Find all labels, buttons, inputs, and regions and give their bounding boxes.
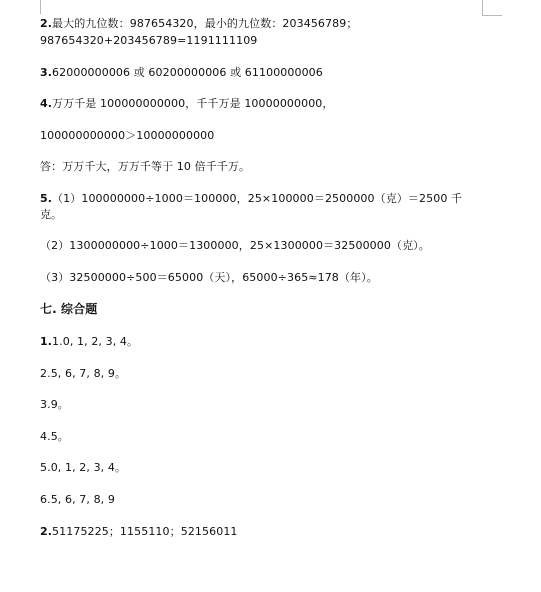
answer-text: 4.5。 (40, 430, 69, 443)
question-number: 2. (40, 525, 53, 538)
answer-line (40, 160, 250, 174)
answer-line (40, 461, 126, 475)
question-number: 5. (40, 192, 53, 205)
answer-text: 6.5, 6, 7, 8, 9 (40, 493, 115, 506)
answer-line (40, 271, 378, 285)
answer-text: 万万千是 100000000000，千千万是 10000000000， (52, 97, 334, 110)
answer-line (40, 525, 238, 539)
answer-text: 51175225；1155110；52156011 (52, 525, 238, 538)
question-number: 3. (40, 66, 53, 79)
crop-mark-right-horizontal (482, 15, 502, 16)
answer-line (40, 66, 323, 80)
answer-line (40, 335, 138, 349)
question-number: 1. (40, 335, 53, 348)
answer-text: 最大的九位数：987654320，最小的九位数：203456789； (52, 17, 358, 30)
answer-text: 答：万万千大，万万千等于 10 倍千千万。 (40, 160, 251, 173)
answer-text: 987654320+203456789=1191111109 (40, 34, 258, 47)
answer-text: 62000000006 或 60200000006 或 61100000006 (52, 66, 323, 79)
answer-text: 3.9。 (40, 398, 69, 411)
answer-line (40, 97, 334, 111)
crop-mark-right-vertical (482, 0, 483, 16)
answer-text: 克。 (40, 208, 63, 221)
answer-line (40, 239, 430, 253)
answer-line (40, 430, 69, 444)
answer-line (40, 493, 115, 507)
answer-line (40, 192, 462, 206)
crop-mark-left (40, 0, 41, 14)
answer-text: 2.5, 6, 7, 8, 9。 (40, 367, 127, 380)
answer-line (40, 34, 257, 48)
answer-text: 100000000000＞10000000000 (40, 129, 215, 142)
question-number: 4. (40, 97, 53, 110)
answer-text: 1.0, 1, 2, 3, 4。 (52, 335, 139, 348)
answer-line (40, 129, 214, 143)
answer-text: 5.0, 1, 2, 3, 4。 (40, 461, 127, 474)
question-number: 2. (40, 17, 53, 30)
answer-text: （3）32500000÷500＝65000（天），65000÷365≈178（年）。 (40, 271, 378, 284)
answer-line (40, 367, 126, 381)
answer-text: （1）100000000÷1000＝100000，25×100000＝2500000（克）＝2500 千 (52, 192, 463, 205)
answer-line (40, 17, 357, 31)
answer-line (40, 208, 62, 222)
answer-line (40, 398, 69, 412)
answer-text: （2）1300000000÷1000＝1300000，25×1300000＝32500000（克）。 (40, 239, 430, 252)
section-heading: 七. 综合题 (40, 302, 98, 316)
